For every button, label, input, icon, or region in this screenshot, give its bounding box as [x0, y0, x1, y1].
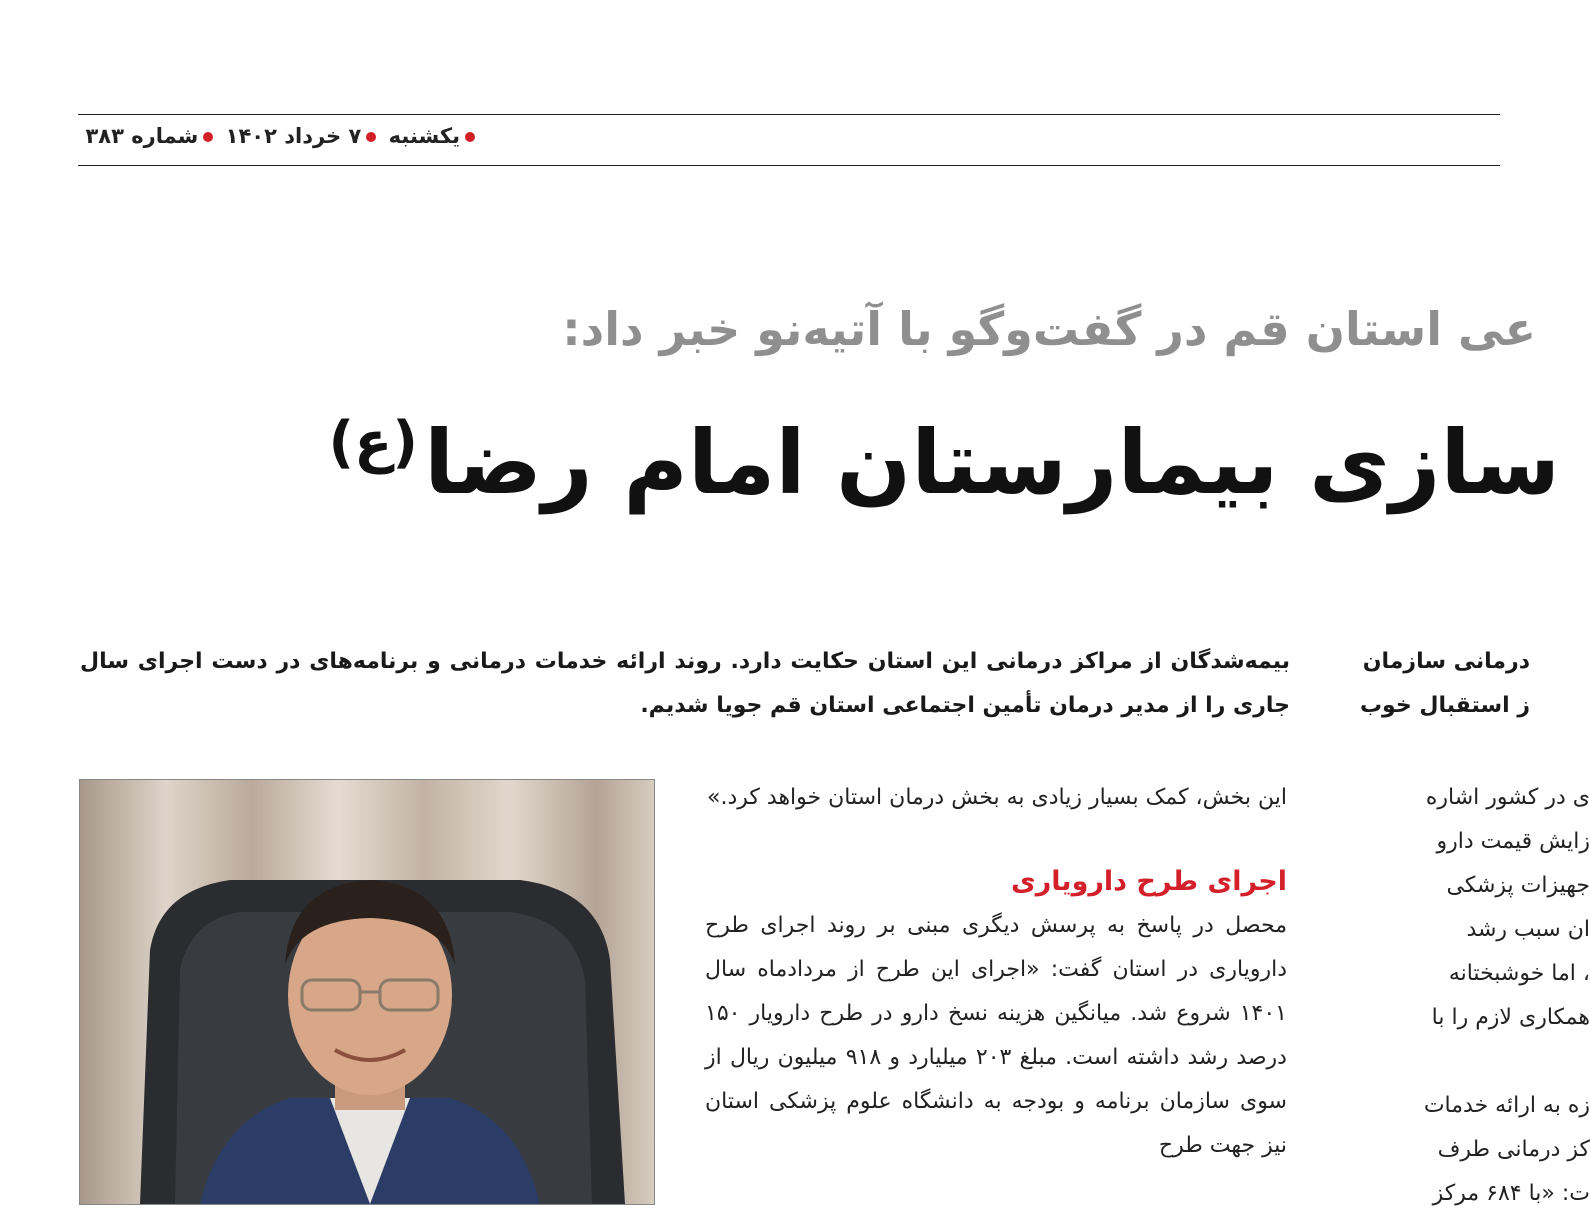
article-subhead: اجرای طرح دارویاری	[1011, 866, 1287, 897]
lead-right-fragment	[1330, 640, 1530, 728]
column-line: ت: «با ۶۸۴ مرکز	[1432, 1181, 1590, 1206]
column-line: ان سبب رشد	[1466, 917, 1590, 942]
kicker-text: عی استان قم در گفت‌وگو با آتیه‌نو خبر داد:	[562, 302, 1536, 356]
column-line: ، اما خوشبختانه	[1448, 961, 1590, 986]
column-line: زه به ارائه خدمات	[1423, 1093, 1590, 1118]
top-rule	[78, 114, 1500, 115]
masthead	[80, 124, 480, 154]
headline-honorific: (ع)	[328, 410, 418, 475]
column-line: همکاری لازم را با	[1431, 1005, 1590, 1030]
column-line: ی در کشور اشاره	[1425, 785, 1590, 810]
column-paragraph: این بخش، کمک بسیار زیادی به بخش درمان استان خواهد کرد.»	[707, 785, 1287, 810]
article-lead: بیمه‌شدگان از مراکز درمانی این استان حکایت دارد. روند ارائه خدمات درمانی و برنامه‌های در دست اجرای سال جاری را از مدیر درمان تأمین اجتماعی استان قم جویا شدیم.	[80, 649, 1290, 718]
column-line: زایش قیمت دارو	[1436, 829, 1590, 854]
article-column-right	[1330, 776, 1590, 1216]
lead-right-line: ز استقبال خوب	[1359, 693, 1530, 718]
column-paragraph: محصل در پاسخ به پرسش دیگری مبنی بر روند اجرای طرح دارویاری در استان گفت: «اجرای این طرح از مردادماه سال ۱۴۰۱ شروع شد. میانگین هزینه نسخ دارو در طرح دارویار ۱۵۰ درصد رشد داشته است. مبلغ ۲۰۳ میلیارد و ۹۱۸ میلیون ریال از سوی سازمان برنامه و بودجه به دانشگاه علوم پزشکی استان نیز جهت طرح	[705, 913, 1287, 1158]
portrait-illustration	[80, 780, 654, 1204]
masthead-date: ۷ خرداد ۱۴۰۲	[225, 124, 362, 148]
masthead-issue: شماره ۳۸۳	[85, 124, 199, 148]
bullet-dot	[465, 132, 475, 142]
article-headline	[0, 410, 1560, 514]
masthead-day: یکشنبه	[388, 124, 460, 148]
portrait-photo	[79, 779, 655, 1205]
column-line: جهیزات پزشکی	[1446, 873, 1590, 898]
article-column-middle	[705, 776, 1287, 1168]
masthead-rule	[78, 165, 1500, 166]
bullet-dot	[366, 132, 376, 142]
bullet-dot	[203, 132, 213, 142]
column-line: کز درمانی طرف	[1437, 1137, 1590, 1162]
article-kicker	[0, 302, 1536, 356]
headline-text: سازی بیمارستان امام رضا	[423, 411, 1560, 514]
lead-right-line: درمانی سازمان	[1362, 649, 1530, 674]
column-line	[1330, 1040, 1590, 1084]
